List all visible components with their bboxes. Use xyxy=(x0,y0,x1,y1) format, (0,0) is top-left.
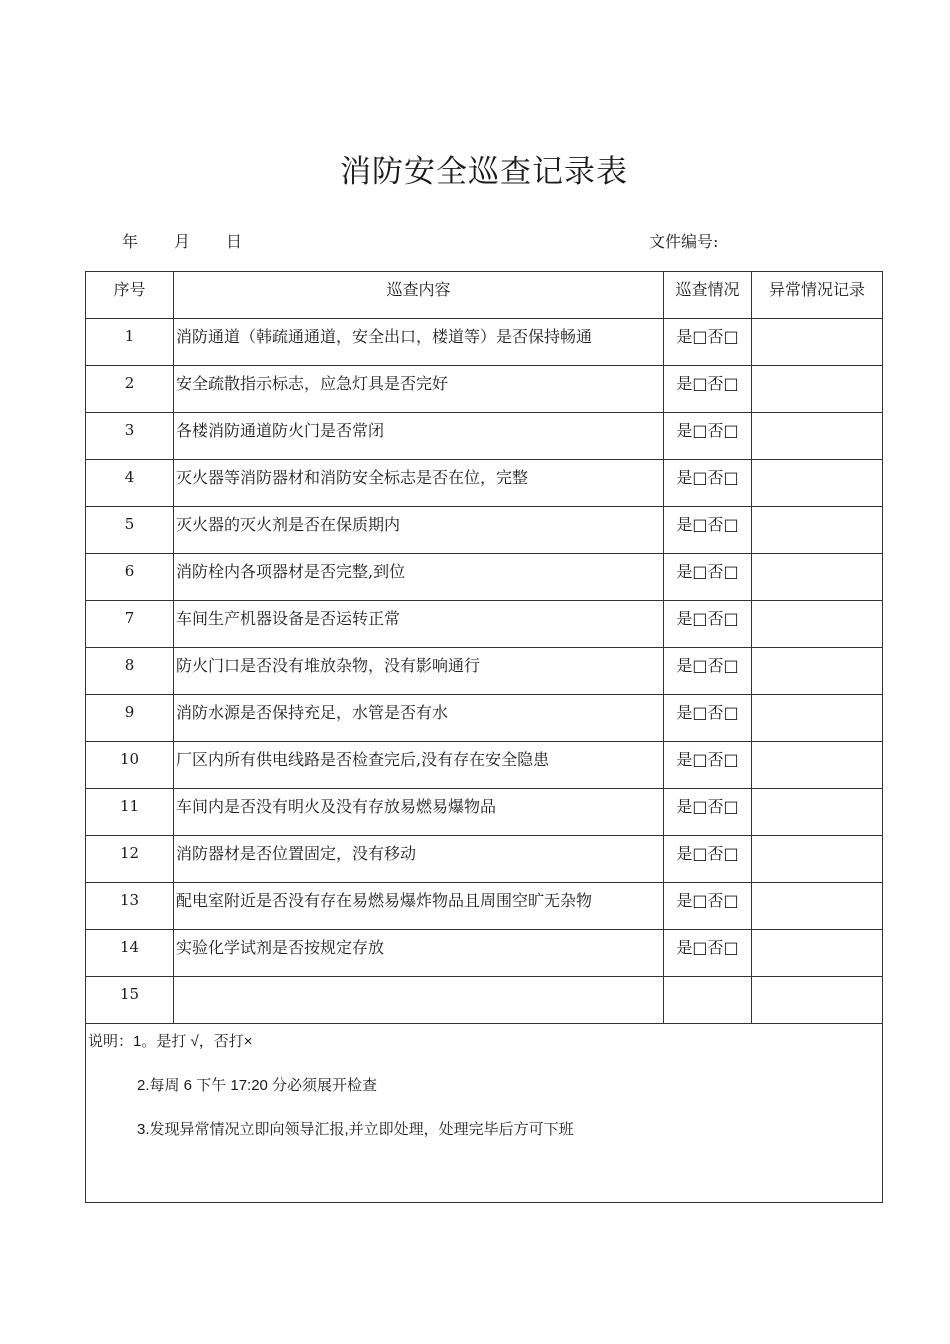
row-number: 4 xyxy=(86,460,174,507)
row-content: 灭火器等消防器材和消防安全标志是否在位，完整 xyxy=(174,460,664,507)
table-row xyxy=(86,554,883,601)
row-check-options[interactable]: 是□否□ xyxy=(664,742,752,789)
row-check-options[interactable]: 是□否□ xyxy=(664,789,752,836)
row-content: 车间生产机器设备是否运转正常 xyxy=(174,601,664,648)
row-content: 消防水源是否保持充足，水管是否有水 xyxy=(174,695,664,742)
table-row xyxy=(86,413,883,460)
header-no: 序号 xyxy=(86,272,174,319)
row-check-options[interactable]: 是□否□ xyxy=(664,319,752,366)
row-check-options[interactable]: 是□否□ xyxy=(664,413,752,460)
table-row xyxy=(86,789,883,836)
row-content xyxy=(174,977,664,1024)
row-abnormal-note[interactable] xyxy=(752,319,883,366)
note-line-1: 说明：1。是打 √，否打× xyxy=(88,1033,253,1050)
row-number: 14 xyxy=(86,930,174,977)
row-content: 安全疏散指示标志，应急灯具是否完好 xyxy=(174,366,664,413)
row-number: 3 xyxy=(86,413,174,460)
header-check: 巡查情况 xyxy=(664,272,752,319)
row-content: 实验化学试剂是否按规定存放 xyxy=(174,930,664,977)
row-check-options[interactable]: 是□否□ xyxy=(664,554,752,601)
row-content: 车间内是否没有明火及没有存放易燃易爆物品 xyxy=(174,789,664,836)
row-number: 15 xyxy=(86,977,174,1024)
row-check-options[interactable]: 是□否□ xyxy=(664,695,752,742)
row-content: 各楼消防通道防火门是否常闭 xyxy=(174,413,664,460)
table-row xyxy=(86,930,883,977)
month-label: 月 xyxy=(174,232,191,251)
table-row xyxy=(86,883,883,930)
row-number: 9 xyxy=(86,695,174,742)
row-check-options[interactable]: 是□否□ xyxy=(664,883,752,930)
row-number: 8 xyxy=(86,648,174,695)
table-row xyxy=(86,836,883,883)
table-row xyxy=(86,695,883,742)
table-body xyxy=(86,319,883,1024)
notes-cell xyxy=(86,1024,883,1203)
row-abnormal-note[interactable] xyxy=(752,554,883,601)
row-abnormal-note[interactable] xyxy=(752,601,883,648)
table-row xyxy=(86,366,883,413)
table-row xyxy=(86,601,883,648)
row-abnormal-note[interactable] xyxy=(752,413,883,460)
row-check-options[interactable]: 是□否□ xyxy=(664,836,752,883)
header-note: 异常情况记录 xyxy=(752,272,883,319)
row-number: 10 xyxy=(86,742,174,789)
row-check-options[interactable]: 是□否□ xyxy=(664,648,752,695)
table-row xyxy=(86,742,883,789)
file-number-label: 文件编号: xyxy=(649,232,719,251)
row-abnormal-note[interactable] xyxy=(752,460,883,507)
row-abnormal-note[interactable] xyxy=(752,883,883,930)
row-abnormal-note[interactable] xyxy=(752,648,883,695)
row-content: 灭火器的灭火剂是否在保质期内 xyxy=(174,507,664,554)
row-content: 消防通道（韩疏通通道，安全出口，楼道等）是否保持畅通 xyxy=(174,319,664,366)
table-header-row xyxy=(86,272,883,319)
row-abnormal-note[interactable] xyxy=(752,836,883,883)
row-abnormal-note[interactable] xyxy=(752,366,883,413)
date-line xyxy=(122,229,242,252)
row-check-options[interactable]: 是□否□ xyxy=(664,930,752,977)
row-check-options[interactable] xyxy=(664,977,752,1024)
row-abnormal-note[interactable] xyxy=(752,507,883,554)
row-number: 6 xyxy=(86,554,174,601)
document-title: 消防安全巡查记录表 xyxy=(340,154,628,190)
row-abnormal-note[interactable] xyxy=(752,695,883,742)
row-abnormal-note[interactable] xyxy=(752,977,883,1024)
row-number: 11 xyxy=(86,789,174,836)
table-row xyxy=(86,507,883,554)
table-row xyxy=(86,648,883,695)
inspection-table xyxy=(85,271,883,1203)
row-number: 7 xyxy=(86,601,174,648)
table-row xyxy=(86,319,883,366)
day-label: 日 xyxy=(226,232,243,251)
row-content: 消防栓内各项器材是否完整,到位 xyxy=(174,554,664,601)
table-row xyxy=(86,460,883,507)
row-number: 5 xyxy=(86,507,174,554)
row-abnormal-note[interactable] xyxy=(752,742,883,789)
row-check-options[interactable]: 是□否□ xyxy=(664,366,752,413)
row-content: 防火门口是否没有堆放杂物，没有影响通行 xyxy=(174,648,664,695)
row-check-options[interactable]: 是□否□ xyxy=(664,460,752,507)
year-label: 年 xyxy=(122,232,139,251)
row-number: 2 xyxy=(86,366,174,413)
row-content: 厂区内所有供电线路是否检查完后,没有存在安全隐患 xyxy=(174,742,664,789)
table-row xyxy=(86,977,883,1024)
row-content: 配电室附近是否没有存在易燃易爆炸物品且周围空旷无杂物 xyxy=(174,883,664,930)
row-abnormal-note[interactable] xyxy=(752,930,883,977)
row-content: 消防器材是否位置固定，没有移动 xyxy=(174,836,664,883)
row-number: 12 xyxy=(86,836,174,883)
row-abnormal-note[interactable] xyxy=(752,789,883,836)
row-check-options[interactable]: 是□否□ xyxy=(664,601,752,648)
header-content: 巡查内容 xyxy=(174,272,664,319)
row-check-options[interactable]: 是□否□ xyxy=(664,507,752,554)
note-line-2: 2.每周 6 下午 17:20 分必须展开检查 xyxy=(137,1077,378,1094)
row-number: 13 xyxy=(86,883,174,930)
row-number: 1 xyxy=(86,319,174,366)
note-line-3: 3.发现异常情况立即向领导汇报,并立即处理，处理完毕后方可下班 xyxy=(137,1121,574,1138)
